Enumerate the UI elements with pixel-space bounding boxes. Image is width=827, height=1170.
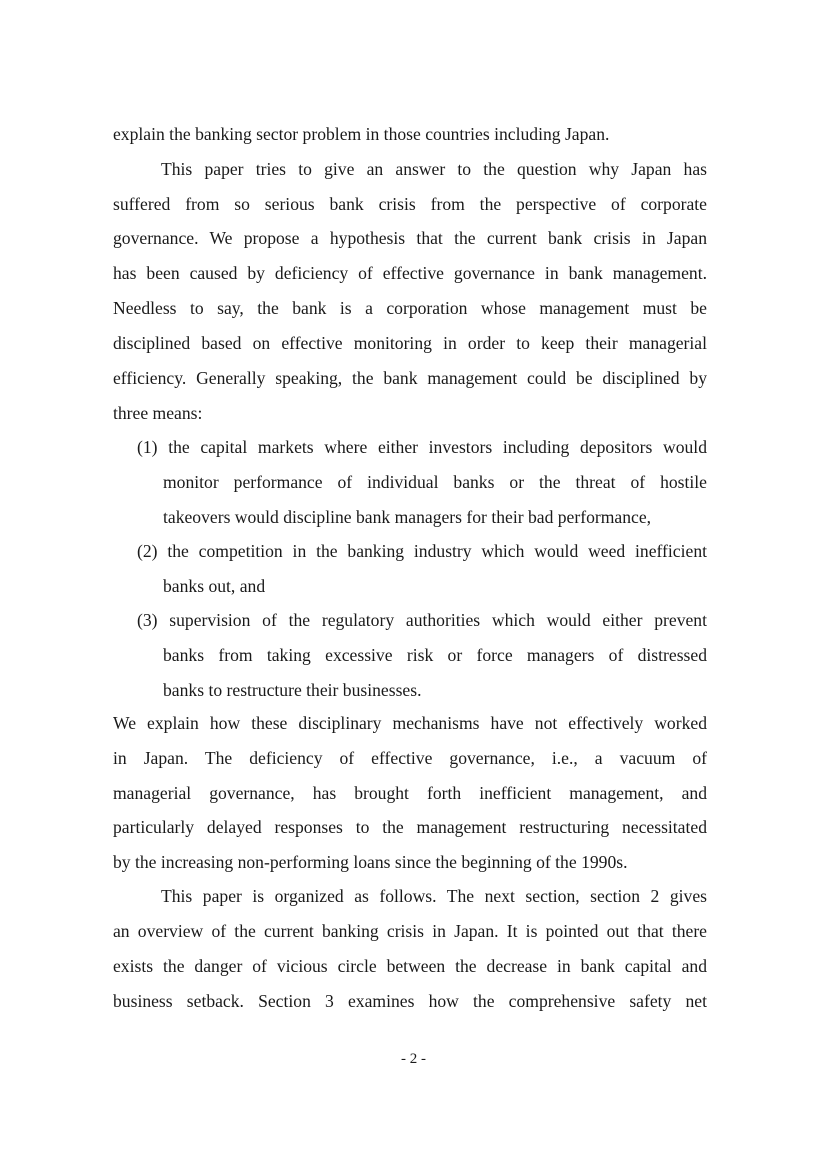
text-line: disciplined based on effective monitoring in order to keep their managerial <box>113 333 707 353</box>
text-line: in Japan. The deficiency of effective governance, i.e., a vacuum of <box>113 748 707 768</box>
list-item-continuation: monitor performance of individual banks or the threat of hostile <box>163 472 707 492</box>
list-item-continuation: banks from taking excessive risk or force managers of distressed <box>163 645 707 665</box>
text-line: an overview of the current banking crisis in Japan. It is pointed out that there <box>113 921 707 941</box>
list-item: (3) supervision of the regulatory authorities which would either prevent <box>137 610 707 630</box>
list-item-continuation: banks to restructure their businesses. <box>163 680 422 700</box>
list-item: (1) the capital markets where either investors including depositors would <box>137 437 707 457</box>
list-item-continuation: banks out, and <box>163 576 266 596</box>
text-line: managerial governance, has brought forth inefficient management, and <box>113 783 707 803</box>
text-line: explain the banking sector problem in those countries including Japan. <box>113 124 610 144</box>
text-line: exists the danger of vicious circle between the decrease in bank capital and <box>113 956 707 976</box>
text-line: by the increasing non-performing loans since the beginning of the 1990s. <box>113 852 628 872</box>
text-line: governance. We propose a hypothesis that the current bank crisis in Japan <box>113 228 707 248</box>
text-line: We explain how these disciplinary mechanisms have not effectively worked <box>113 713 707 733</box>
text-line: has been caused by deficiency of effective governance in bank management. <box>113 263 707 283</box>
text-line: Needless to say, the bank is a corporation whose management must be <box>113 298 707 318</box>
list-item-continuation: takeovers would discipline bank managers for their bad performance, <box>163 507 652 527</box>
text-line: suffered from so serious bank crisis from the perspective of corporate <box>113 194 707 214</box>
page-number: - 2 - <box>401 1051 426 1067</box>
list-item: (2) the competition in the banking industry which would weed inefficient <box>137 541 707 561</box>
text-line: particularly delayed responses to the management restructuring necessitated <box>113 817 707 837</box>
text-line: business setback. Section 3 examines how the comprehensive safety net <box>113 991 707 1011</box>
text-line: efficiency. Generally speaking, the bank management could be disciplined by <box>113 368 707 388</box>
text-line: This paper tries to give an answer to the question why Japan has <box>161 159 707 179</box>
text-line: This paper is organized as follows. The next section, section 2 gives <box>161 886 707 906</box>
text-line: three means: <box>113 403 203 423</box>
